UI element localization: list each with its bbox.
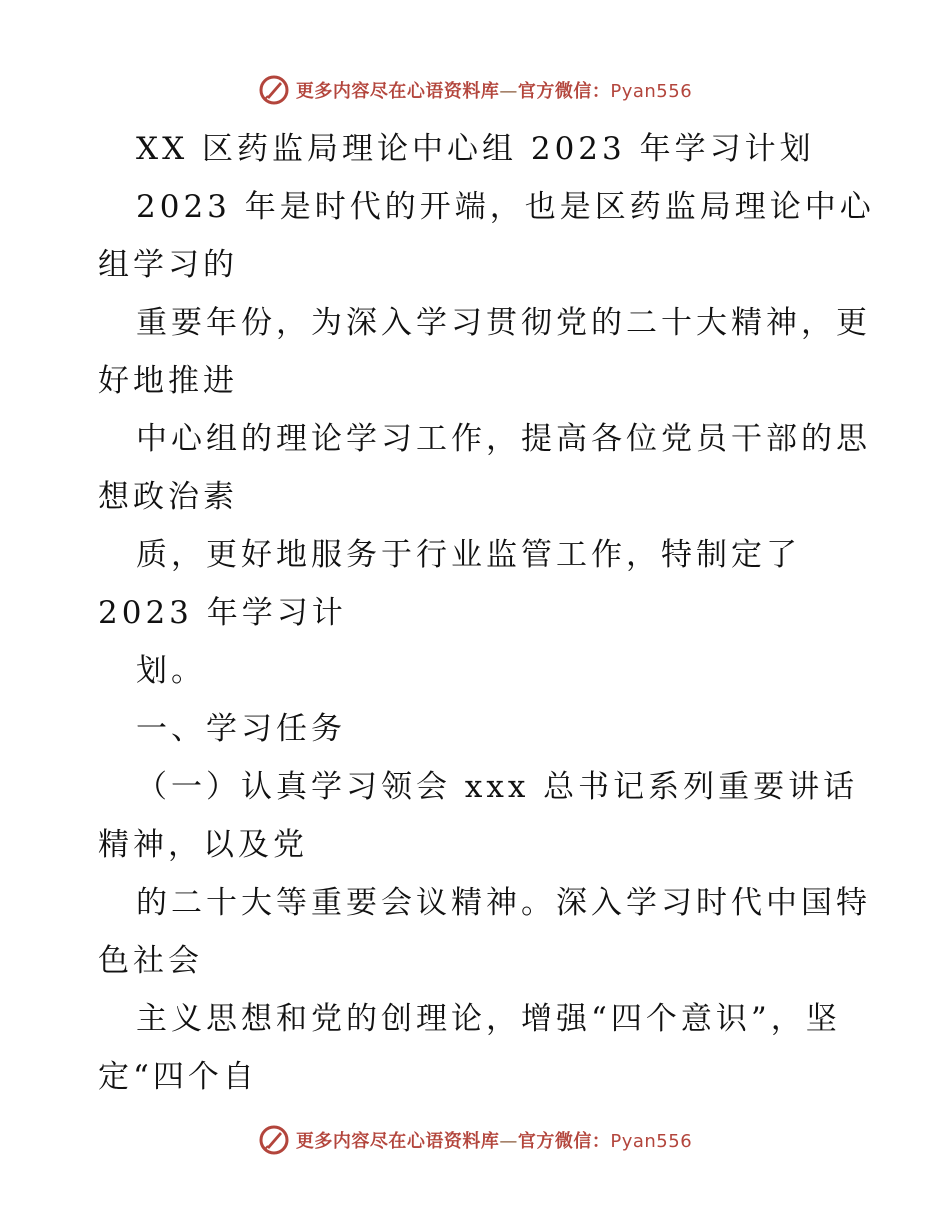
paragraph-line: 中心组的理论学习工作，提高各位党员干部的思: [136, 421, 871, 457]
doc-title: XX 区药监局理论中心组 2023 年学习计划: [136, 131, 815, 167]
paragraph-line: 主义思想和党的创理论，增强“四个意识”，坚: [136, 1001, 841, 1037]
section-heading: 一、学习任务: [136, 711, 346, 747]
paragraph-line: 精神，以及党: [98, 827, 308, 863]
paragraph-line: 组学习的: [98, 247, 238, 283]
paragraph-line: 2023 年是时代的开端，也是区药监局理论中心: [136, 189, 875, 225]
paragraph-line: 2023 年学习计: [98, 595, 347, 631]
footer-watermark: [0, 1120, 950, 1160]
paragraph-line: 划。: [136, 653, 206, 689]
watermark-text: 更多内容尽在心语资料库—官方微信：Pyan556: [295, 81, 693, 102]
document-body: [98, 120, 878, 1106]
header-watermark: [0, 70, 950, 110]
paragraph-line: 重要年份，为深入学习贯彻党的二十大精神，更: [136, 305, 871, 341]
paragraph-line: 的二十大等重要会议精神。深入学习时代中国特: [136, 885, 871, 921]
paragraph-line: 想政治素: [98, 479, 238, 515]
watermark-text: 更多内容尽在心语资料库—官方微信：Pyan556: [295, 1131, 693, 1152]
paragraph-line: 色社会: [98, 943, 203, 979]
paragraph-line: 质，更好地服务于行业监管工作，特制定了: [136, 537, 801, 573]
paragraph-line: 定“四个自: [98, 1059, 258, 1095]
paragraph-line: 好地推进: [98, 363, 238, 399]
quill-logo-icon: [258, 74, 290, 106]
quill-logo-icon: [258, 1124, 290, 1156]
paragraph-line: （一）认真学习领会 xxx 总书记系列重要讲话: [136, 769, 859, 805]
